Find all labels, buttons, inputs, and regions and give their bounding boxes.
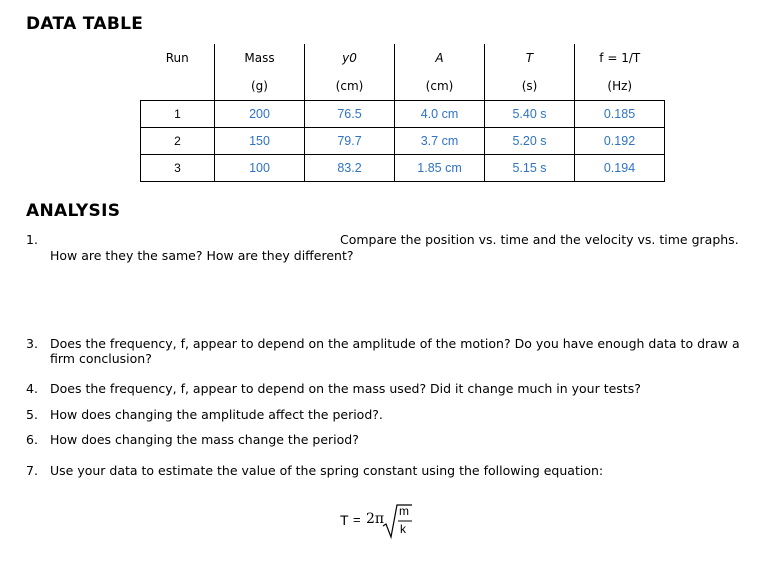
cell-mass: 100 xyxy=(215,155,305,182)
cell-run: 3 xyxy=(141,155,215,182)
cell-run: 2 xyxy=(141,128,215,155)
q6-number: 6. xyxy=(26,432,38,447)
unit-y0: (cm) xyxy=(305,72,395,101)
q7-number: 7. xyxy=(26,463,38,478)
header-frequency: f = 1/T xyxy=(575,44,665,72)
cell-run: 1 xyxy=(141,101,215,128)
header-mass: Mass xyxy=(215,44,305,72)
q3-text-line2: firm conclusion? xyxy=(50,351,152,366)
cell-y0: 76.5 xyxy=(305,101,395,128)
unit-run xyxy=(141,72,215,101)
cell-frequency: 0.185 xyxy=(575,101,665,128)
formula-coefficient: 2π xyxy=(366,511,385,527)
cell-amplitude: 4.0 cm xyxy=(395,101,485,128)
header-period: T xyxy=(485,44,575,72)
header-row-units xyxy=(141,72,665,101)
q3-number: 3. xyxy=(26,336,38,351)
unit-period: (s) xyxy=(485,72,575,101)
header-run: Run xyxy=(165,51,189,65)
q5-number: 5. xyxy=(26,407,38,422)
q4-number: 4. xyxy=(26,381,38,396)
cell-mass: 200 xyxy=(215,101,305,128)
table-row xyxy=(141,155,665,182)
q1-text-line1: Compare the position vs. time and the velocity vs. time graphs. xyxy=(340,232,739,247)
header-row-labels xyxy=(141,44,665,72)
header-amplitude: A xyxy=(395,44,485,72)
q5-text: How does changing the amplitude affect the period?. xyxy=(50,407,383,422)
cell-amplitude: 1.85 cm xyxy=(395,155,485,182)
period-formula xyxy=(340,500,420,542)
q7-text: Use your data to estimate the value of the spring constant using the following equation: xyxy=(50,463,604,478)
cell-frequency: 0.192 xyxy=(575,128,665,155)
formula-numerator: m xyxy=(399,504,409,518)
formula-equals: = xyxy=(353,512,361,527)
data-table xyxy=(140,44,665,182)
q4-text: Does the frequency, f, appear to depend on the mass used? Did it change much in your tests? xyxy=(50,381,641,396)
header-y0: y0 xyxy=(305,44,395,72)
table-row xyxy=(141,101,665,128)
analysis-title: ANALYSIS xyxy=(26,201,121,221)
cell-period: 5.40 s xyxy=(485,101,575,128)
cell-y0: 79.7 xyxy=(305,128,395,155)
cell-period: 5.20 s xyxy=(485,128,575,155)
data-table-title: DATA TABLE xyxy=(26,14,144,34)
q3-text-line1: Does the frequency, f, appear to depend on the amplitude of the motion? Do you have enough data to draw a xyxy=(50,336,740,351)
cell-amplitude: 3.7 cm xyxy=(395,128,485,155)
unit-amplitude: (cm) xyxy=(395,72,485,101)
cell-y0: 83.2 xyxy=(305,155,395,182)
unit-frequency: (Hz) xyxy=(575,72,665,101)
q1-number: 1. xyxy=(26,232,38,247)
formula-lhs: T xyxy=(340,512,349,528)
cell-frequency: 0.194 xyxy=(575,155,665,182)
q1-text-line2: How are they the same? How are they different? xyxy=(50,248,354,263)
table-row xyxy=(141,128,665,155)
formula-denominator: k xyxy=(400,522,406,536)
cell-mass: 150 xyxy=(215,128,305,155)
q6-text: How does changing the mass change the period? xyxy=(50,432,359,447)
unit-mass: (g) xyxy=(215,72,305,101)
cell-period: 5.15 s xyxy=(485,155,575,182)
